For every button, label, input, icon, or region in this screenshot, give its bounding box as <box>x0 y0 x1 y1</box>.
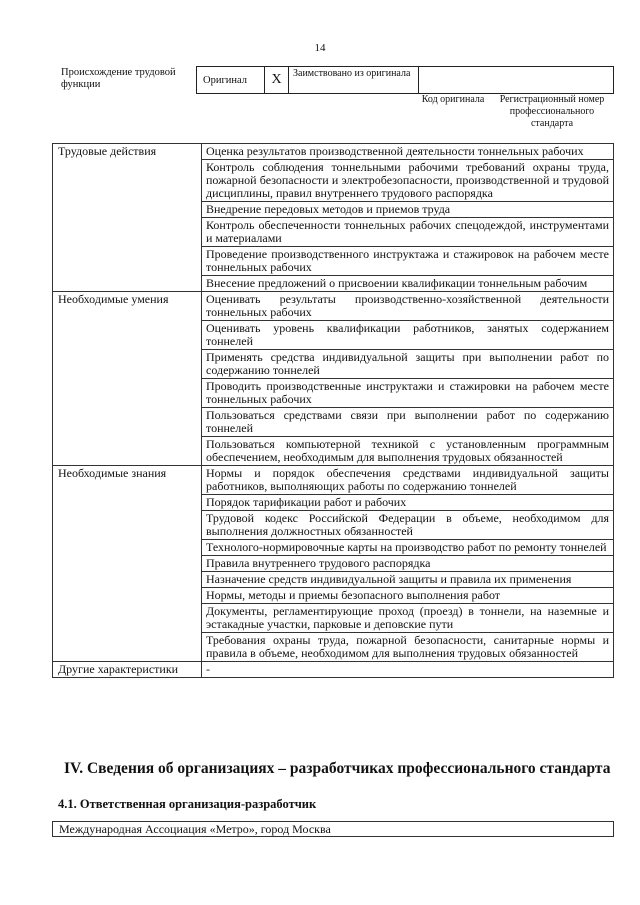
row-item: Пользоваться средствами связи при выполнении работ по содержанию тоннелей <box>202 408 614 437</box>
origin-box <box>196 66 614 94</box>
section-heading: IV. Сведения об организациях – разработчиках профессионального стандарта <box>64 760 611 777</box>
row-item: Порядок тарификации работ и рабочих <box>202 495 614 511</box>
row-item: Трудовой кодекс Российской Федерации в объеме, необходимом для выполнения должностных обязанностей <box>202 511 614 540</box>
origin-label: Происхождение трудовой функции <box>61 67 176 90</box>
row-item: Оценка результатов производственной деятельности тоннельных рабочих <box>202 144 614 160</box>
row-item: Пользоваться компьютерной техникой с установленным программным обеспечением, необходимым для выполнения трудовых обязанностей <box>202 437 614 466</box>
registration-number-label: Регистрационный номер профессионального стандарта <box>499 94 605 129</box>
row-item: Внедрение передовых методов и приемов труда <box>202 202 614 218</box>
origin-original-cell: Оригинал <box>197 67 265 93</box>
row-label: Другие характеристики <box>53 662 202 678</box>
page-number: 14 <box>314 42 326 54</box>
origin-empty-cell <box>419 67 613 93</box>
row-label: Трудовые действия <box>53 144 202 292</box>
row-item: Проведение производственного инструктажа и стажировок на рабочем месте тоннельных рабочих <box>202 247 614 276</box>
row-item: Оценивать уровень квалификации работников, занятых содержанием тоннелей <box>202 321 614 350</box>
row-item: Внесение предложений о присвоении квалификации тоннельным рабочим <box>202 276 614 292</box>
row-item: Требования охраны труда, пожарной безопасности, санитарные нормы и правила в объеме, необходимом для выполнения трудовых обязанностей <box>202 633 614 662</box>
code-original-label: Код оригинала <box>421 94 485 105</box>
origin-mark-cell: X <box>265 67 289 93</box>
row-item: Назначение средств индивидуальной защиты и правила их применения <box>202 572 614 588</box>
row-item: Нормы и порядок обеспечения средствами индивидуальной защиты работников, выполняющих работы по содержанию тоннелей <box>202 466 614 495</box>
table-row <box>53 144 614 160</box>
row-item: Нормы, методы и приемы безопасного выполнения работ <box>202 588 614 604</box>
row-item: Применять средства индивидуальной защиты при выполнении работ по содержанию тоннелей <box>202 350 614 379</box>
row-item: Технолого-нормировочные карты на производство работ по ремонту тоннелей <box>202 540 614 556</box>
origin-borrowed-cell: Заимствовано из оригинала <box>289 67 419 93</box>
row-item: Контроль соблюдения тоннельными рабочими требований охраны труда, пожарной безопасности и электробезопасности, производственной и трудовой дисциплины, правил внутреннего трудового распорядка <box>202 160 614 202</box>
row-item: Контроль обеспеченности тоннельных рабочих спецодеждой, инструментами и материалами <box>202 218 614 247</box>
row-item: Правила внутреннего трудового распорядка <box>202 556 614 572</box>
row-label: Необходимые знания <box>53 466 202 662</box>
subsection-heading: 4.1. Ответственная организация-разработчик <box>58 797 317 811</box>
row-item: Оценивать результаты производственно-хозяйственной деятельности тоннельных рабочих <box>202 292 614 321</box>
row-label: Необходимые умения <box>53 292 202 466</box>
row-item: Документы, регламентирующие проход (проезд) в тоннели, на наземные и эстакадные участки, парковые и деповские пути <box>202 604 614 633</box>
function-details-table <box>52 143 614 678</box>
table-row <box>53 466 614 495</box>
row-item: - <box>202 662 614 678</box>
table-row <box>53 662 614 678</box>
row-item: Проводить производственные инструктажи и стажировки на рабочем месте тоннельных рабочих <box>202 379 614 408</box>
organization-box: Международная Ассоциация «Метро», город Москва <box>52 821 614 837</box>
table-row <box>53 292 614 321</box>
